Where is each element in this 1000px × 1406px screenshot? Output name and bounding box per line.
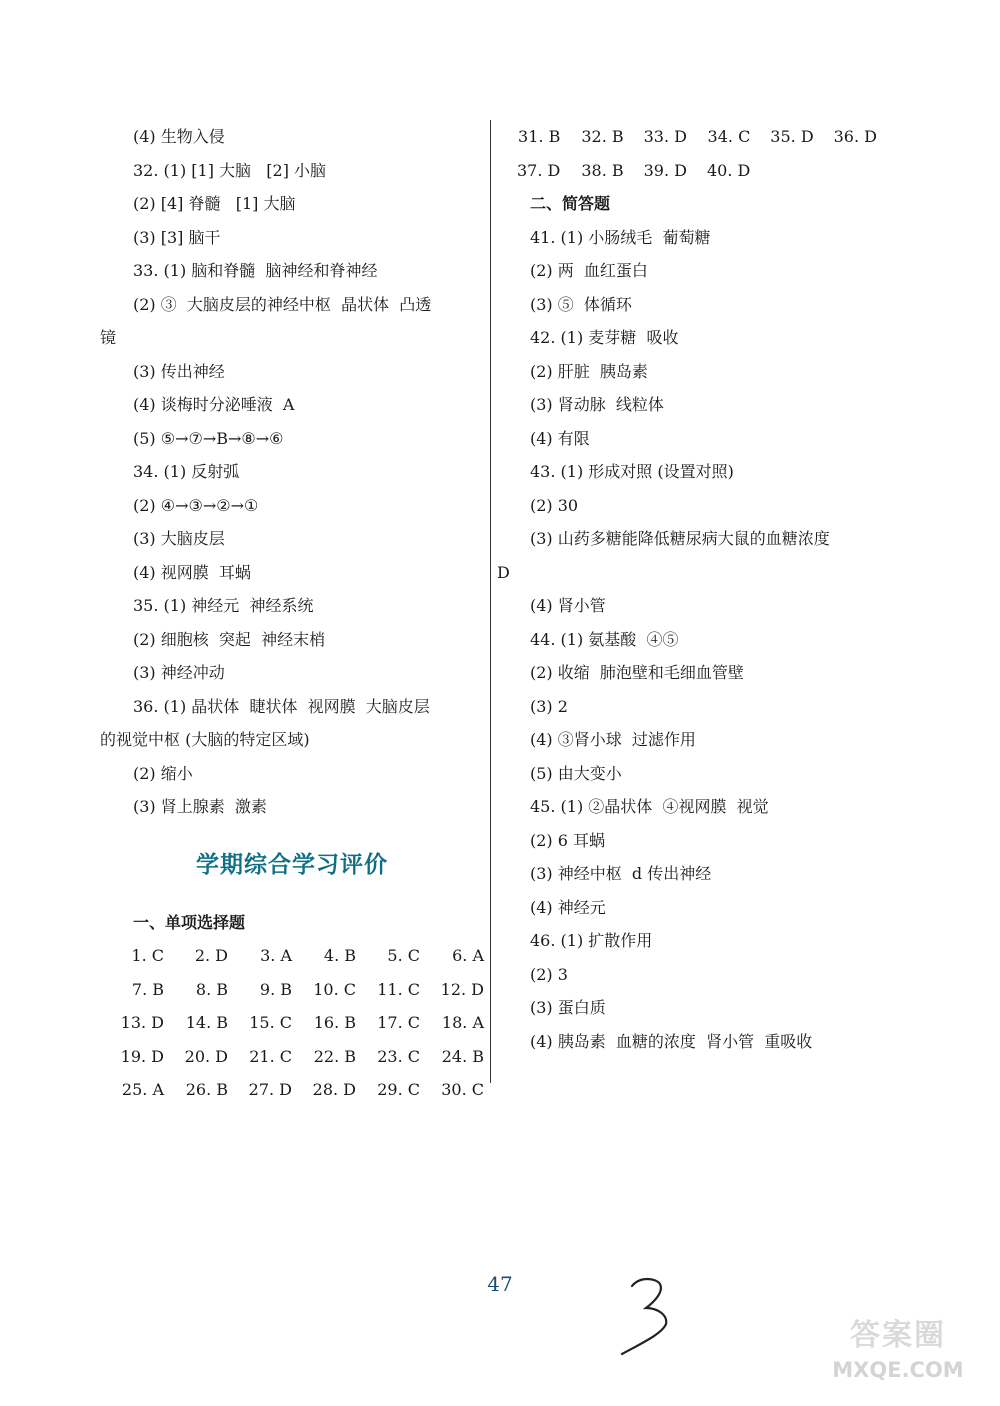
mc-answer: 40. D	[706, 160, 751, 180]
answer-line: 46. (1) 扩散作用	[530, 931, 653, 950]
right-answer-lines	[497, 221, 877, 1059]
answer-line: 45. (1) ②晶状体 ④视网膜 视觉	[530, 797, 769, 816]
section-one-heading: 一、单项选择题	[133, 912, 246, 932]
answer-line: (2) [4] 脊髓 [1] 大脑	[133, 194, 296, 213]
answer-line: (3) 大脑皮层	[133, 529, 225, 548]
watermark-logo	[812, 1308, 984, 1400]
answer-line: (2) 细胞核 突起 神经末梢	[133, 629, 326, 649]
answer-line: (3) 2	[530, 696, 568, 716]
mc-answer: 31. B	[518, 127, 561, 146]
left-column	[100, 120, 484, 1107]
watermark-top: 答案圈	[850, 1318, 946, 1353]
answer-line: D	[497, 562, 510, 582]
mc-row	[497, 120, 877, 154]
mc-answer: 26. B	[185, 1080, 228, 1099]
answer-line: (2) ④→③→②→①	[133, 495, 259, 515]
mc-answer: 35. D	[770, 127, 814, 146]
mc-row	[100, 1006, 484, 1040]
mc-answer: 11. C	[377, 979, 420, 999]
answer-line: 42. (1) 麦芽糖 吸收	[530, 328, 679, 347]
answer-line: (3) 传出神经	[133, 361, 225, 381]
answer-line: (5) ⑤→⑦→B→⑧→⑥	[133, 428, 284, 448]
mc-answer: 38. B	[581, 160, 624, 180]
mc-answer: 5. C	[387, 946, 420, 965]
mc-answer: 1. C	[131, 946, 164, 965]
answer-line: (2) 3	[530, 964, 568, 984]
mc-answer-grid	[100, 939, 484, 1107]
answer-line: 43. (1) 形成对照 (设置对照)	[530, 462, 734, 481]
answer-line: (3) ⑤ 体循环	[530, 294, 632, 314]
answer-line: (3) 神经中枢 d 传出神经	[530, 864, 712, 883]
answer-line: (3) [3] 脑干	[133, 227, 221, 247]
mc-answer: 15. C	[249, 1013, 292, 1032]
right-column	[497, 120, 877, 1058]
mc-answer: 32. B	[581, 127, 624, 146]
mc-answer: 37. D	[516, 160, 561, 180]
column-divider	[490, 120, 491, 1083]
answer-line: (4) ③肾小球 过滤作用	[530, 730, 696, 749]
mc-answer: 7. B	[131, 979, 164, 999]
answer-line: (2) ③ 大脑皮层的神经中枢 晶状体 凸透	[133, 294, 432, 314]
answer-line: (3) 肾上腺素 激素	[133, 797, 267, 816]
mc-answer	[750, 154, 813, 188]
mc-answer: 34. C	[707, 127, 751, 146]
mc-answer: 14. B	[185, 1013, 228, 1032]
answer-line: (4) 谈梅时分泌唾液 A	[133, 395, 295, 414]
mc-answer-grid-continued	[497, 120, 877, 187]
mc-answer: 29. C	[377, 1080, 420, 1099]
answer-line: 镜	[100, 328, 117, 347]
answer-line: (4) 生物入侵	[133, 127, 225, 146]
answer-line: (3) 肾动脉 线粒体	[530, 395, 664, 414]
mc-answer: 39. D	[643, 160, 687, 180]
mc-answer: 33. D	[643, 127, 687, 146]
answer-line: 44. (1) 氨基酸 ④⑤	[530, 629, 679, 649]
page-number: 47	[487, 1272, 513, 1296]
answer-line: (2) 两 血红蛋白	[530, 261, 648, 280]
mc-row	[100, 973, 484, 1007]
answer-line: (2) 30	[530, 495, 579, 515]
answer-line: (2) 缩小	[133, 763, 193, 783]
mc-answer: 18. A	[441, 1013, 484, 1032]
mc-answer: 10. C	[313, 979, 356, 999]
left-answer-lines	[100, 120, 484, 824]
mc-answer: 17. C	[377, 1013, 420, 1032]
mc-answer: 2. D	[194, 946, 228, 965]
answer-line: (4) 肾小管	[530, 596, 606, 615]
mc-answer: 12. D	[440, 979, 484, 999]
mc-answer: 6. A	[452, 946, 484, 965]
mc-answer: 23. C	[377, 1046, 420, 1066]
answer-line: (4) 胰岛素 血糖的浓度 肾小管 重吸收	[530, 1031, 813, 1051]
mc-row	[100, 1073, 484, 1107]
mc-answer: 36. D	[833, 127, 877, 146]
mc-answer: 21. C	[249, 1046, 292, 1066]
answer-line: (4) 视网膜 耳蜗	[133, 562, 251, 582]
mc-answer: 27. D	[248, 1080, 292, 1099]
answer-line: (4) 有限	[530, 428, 590, 448]
mc-answer: 20. D	[184, 1046, 228, 1066]
section-title: 学期综合学习评价	[196, 850, 388, 878]
mc-answer: 4. B	[323, 946, 356, 965]
watermark-bottom: MXQE.COM	[832, 1358, 964, 1382]
answer-line: 35. (1) 神经元 神经系统	[133, 596, 314, 615]
answer-line: (2) 肝脏 胰岛素	[530, 361, 648, 381]
answer-line: 36. (1) 晶状体 睫状体 视网膜 大脑皮层	[133, 696, 430, 716]
mc-answer	[814, 154, 877, 188]
mc-answer: 25. A	[121, 1080, 164, 1099]
mc-answer: 16. B	[313, 1013, 356, 1032]
answer-line: 34. (1) 反射弧	[133, 462, 240, 481]
mc-row	[100, 939, 484, 973]
answer-line: 41. (1) 小肠绒毛 葡萄糖	[530, 227, 711, 247]
mc-answer: 28. D	[312, 1080, 356, 1099]
mc-row	[497, 154, 877, 188]
answer-line: (4) 神经元	[530, 897, 606, 917]
mc-answer: 24. B	[441, 1046, 484, 1066]
answer-line: (3) 神经冲动	[133, 663, 225, 682]
answer-line: (5) 由大变小	[530, 763, 622, 783]
answer-line: 33. (1) 脑和脊髓 脑神经和脊神经	[133, 261, 378, 280]
section-two-heading: 二、简答题	[530, 194, 611, 213]
mc-answer: 30. C	[441, 1080, 484, 1099]
mc-answer: 13. D	[120, 1013, 164, 1032]
answer-line: 的视觉中枢 (大脑的特定区域)	[100, 730, 310, 749]
mc-answer: 22. B	[313, 1046, 356, 1066]
answer-line: (2) 收缩 肺泡壁和毛细血管壁	[530, 663, 744, 682]
mc-answer: 8. B	[195, 979, 228, 999]
mc-row	[100, 1040, 484, 1074]
mc-answer: 19. D	[120, 1046, 164, 1066]
answer-line: 32. (1) [1] 大脑 [2] 小脑	[133, 160, 327, 180]
mc-answer: 3. A	[260, 946, 292, 965]
handwritten-mark	[610, 1268, 690, 1358]
answer-line: (3) 蛋白质	[530, 998, 606, 1017]
mc-answer: 9. B	[259, 979, 292, 999]
answer-line: (3) 山药多糖能降低糖尿病大鼠的血糖浓度	[530, 529, 830, 548]
answer-line: (2) 6 耳蜗	[530, 830, 606, 850]
